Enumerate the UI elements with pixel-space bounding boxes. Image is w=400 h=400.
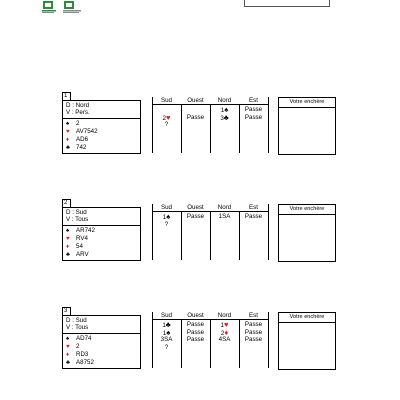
bid	[181, 106, 210, 114]
col-header-sud: Sud	[160, 204, 172, 211]
your-bid-box[interactable]	[278, 97, 336, 155]
bid: Passe	[244, 113, 263, 121]
heart-icon: ♥	[66, 236, 70, 242]
bid: 3SA	[160, 336, 173, 343]
cards: AR742	[76, 227, 95, 234]
bid: Passe	[186, 328, 205, 336]
hand-hearts	[66, 235, 88, 243]
bid-text: 2♥	[162, 112, 171, 122]
cards: A8752	[76, 359, 94, 366]
hand-clubs	[66, 144, 86, 152]
bid: ?	[164, 121, 169, 128]
diamond-icon: ♦	[224, 327, 229, 337]
deal-number: 3	[62, 307, 71, 316]
bid: Passe	[186, 113, 205, 121]
vulnerability: V : Tous	[66, 216, 89, 223]
spade-icon: ♠	[166, 212, 171, 221]
deal-3	[0, 307, 400, 387]
your-bid-line	[279, 107, 335, 108]
border-right	[268, 312, 269, 368]
bids-nord	[210, 321, 239, 344]
club-icon: ♣	[66, 145, 70, 151]
bid: Passe	[244, 106, 263, 113]
vulnerability: V : Tous	[66, 324, 89, 331]
divider	[63, 225, 140, 226]
hand-hearts	[66, 128, 98, 136]
spade-icon: ♠	[166, 327, 171, 337]
spade-icon: ♠	[224, 105, 229, 114]
col-header-est: Est	[249, 97, 258, 104]
bidding-table	[152, 312, 268, 368]
logo	[42, 0, 88, 14]
bids-ouest	[181, 213, 210, 221]
col-header-ouest: Ouest	[187, 312, 204, 319]
bids-nord	[210, 106, 239, 129]
bidding-table	[152, 204, 268, 260]
bid: 1♠	[220, 105, 229, 114]
your-bid-line	[279, 214, 335, 215]
heart-icon: ♥	[66, 129, 70, 135]
col-header-est: Est	[249, 204, 258, 211]
cards: RD3	[76, 351, 89, 358]
your-bid-box[interactable]	[278, 204, 336, 262]
spade-icon: ♠	[66, 121, 70, 127]
bid: 4SA	[218, 336, 231, 343]
club-icon: ♣	[165, 320, 171, 329]
hand-box	[62, 315, 141, 369]
cards: 742	[76, 144, 87, 151]
hand-diamonds	[66, 136, 88, 144]
deal-number: 1	[62, 92, 71, 101]
bid: ?	[164, 343, 169, 351]
bid: 1♠	[162, 212, 171, 221]
hand-spades	[66, 335, 91, 343]
bids-est	[239, 213, 268, 221]
hand-diamonds	[66, 243, 83, 251]
hand-spades	[66, 227, 95, 235]
bid	[239, 121, 268, 129]
club-icon: ♣	[223, 112, 229, 122]
dealer: D : Sud	[66, 317, 87, 324]
your-bid-box[interactable]	[278, 312, 336, 370]
bid: 1SA	[218, 213, 231, 220]
dealer: D : Sud	[66, 209, 87, 216]
col-header-sud: Sud	[160, 312, 172, 319]
heart-icon: ♥	[66, 344, 70, 350]
bid	[152, 114, 181, 122]
cards: 2	[76, 343, 80, 350]
bids-est	[239, 321, 268, 344]
bid: ?	[164, 220, 169, 228]
bids-est	[239, 106, 268, 129]
col-header-nord: Nord	[217, 97, 232, 104]
bids-ouest	[181, 321, 210, 344]
bid: 3♣	[220, 112, 229, 122]
hand-hearts	[66, 343, 79, 351]
col-header-nord: Nord	[217, 204, 232, 211]
bidding-table	[152, 97, 268, 153]
bid	[181, 121, 210, 129]
bid: Passe	[244, 336, 263, 343]
divider	[63, 118, 140, 119]
cards: AD74	[76, 335, 92, 342]
cards: 2	[76, 120, 80, 127]
your-bid-label: Votre enchère	[289, 99, 325, 105]
diamond-icon: ♦	[66, 137, 70, 143]
col-header-ouest: Ouest	[187, 204, 204, 211]
hand-spades	[66, 120, 79, 128]
hand-clubs	[66, 359, 94, 367]
bid: Passe	[244, 213, 263, 220]
bids-sud	[152, 213, 181, 228]
heart-icon: ♥	[166, 112, 171, 122]
diamond-icon: ♦	[66, 244, 70, 250]
col-header-est: Est	[249, 312, 258, 319]
bid: 1♥	[220, 320, 229, 329]
cards: 54	[76, 243, 83, 250]
bid: Passe	[186, 336, 205, 343]
your-bid-label: Votre enchère	[289, 206, 325, 212]
spade-icon: ♠	[66, 336, 70, 342]
diamond-icon: ♦	[66, 352, 70, 358]
club-icon: ♣	[66, 252, 70, 258]
bid: 1♣	[162, 320, 171, 329]
bid	[210, 121, 239, 129]
your-bid-label: Votre enchère	[289, 314, 325, 320]
spade-icon: ♠	[66, 228, 70, 234]
bid: 2♦	[220, 327, 229, 337]
col-header-sud: Sud	[160, 97, 172, 104]
cards: RV4	[76, 235, 88, 242]
cards: ARV	[76, 251, 89, 258]
bids-sud	[152, 321, 181, 351]
your-bid-line	[279, 322, 335, 323]
dealer: D : Nord	[66, 102, 90, 109]
hand-clubs	[66, 251, 89, 259]
bids-sud	[152, 106, 181, 129]
bid: Passe	[244, 321, 263, 328]
deal-1	[0, 92, 400, 172]
bids-ouest	[181, 106, 210, 129]
club-icon: ♣	[66, 360, 70, 366]
bid: 1♠	[162, 327, 171, 337]
col-header-ouest: Ouest	[187, 97, 204, 104]
bid: Passe	[244, 328, 263, 336]
col-header-nord: Nord	[217, 312, 232, 319]
bid: Passe	[186, 321, 205, 328]
border-right	[268, 97, 269, 153]
deal-number: 2	[62, 199, 71, 208]
bid: Passe	[186, 213, 205, 220]
vulnerability: V : Pers.	[66, 109, 90, 116]
divider	[63, 333, 140, 334]
border-right	[268, 204, 269, 260]
hand-box	[62, 207, 141, 261]
heart-icon: ♥	[224, 320, 229, 329]
cards: AD6	[76, 136, 89, 143]
hand-diamonds	[66, 351, 88, 359]
deal-2	[0, 199, 400, 279]
bids-nord	[210, 213, 239, 221]
cards: AV7542	[76, 128, 98, 135]
top-box	[244, 0, 330, 7]
hand-box	[62, 100, 141, 154]
